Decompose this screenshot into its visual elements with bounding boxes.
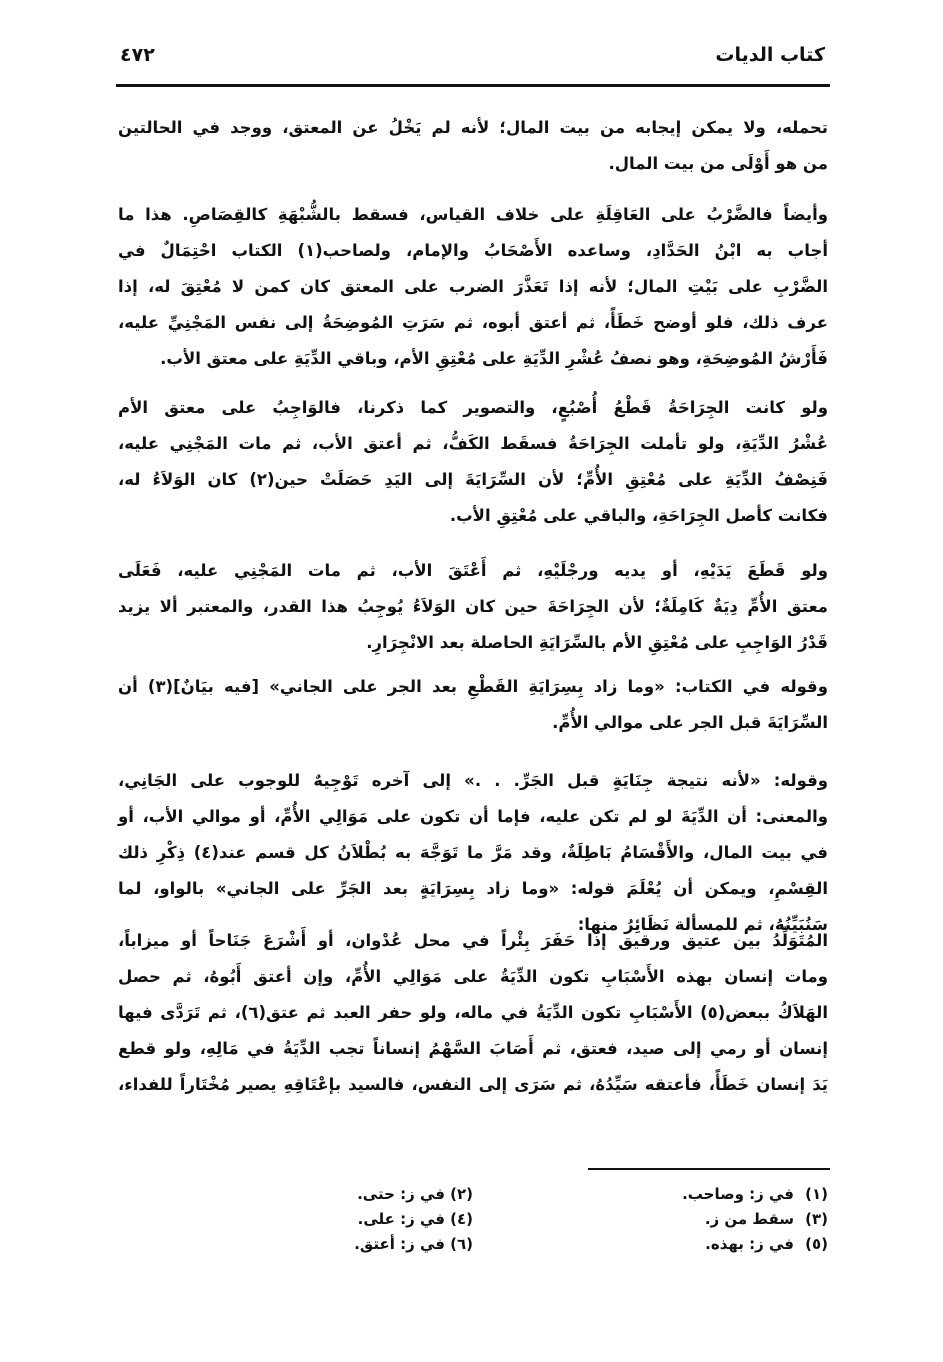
text-line: فكانت كأصل الجِرَاحَةِ، والباقي على مُعْتِقِ الأب.: [449, 506, 828, 525]
text-line: الهَلاَكُ ببعض(٥) الأَسْبَابِ تكون الدِّيَةُ في ماله، ولو حفر العبد ثم عتق(٦)، ثم تَرَدَّى فيها: [118, 1003, 829, 1022]
text-line: فَنِصْفُ الدِّيَةِ على مُعْتِقِ الأُمِّ؛ لأن السِّرَايَةَ إلى اليَدِ حَصَلَتْ حين(٢) كان الوَلاَءُ له،: [118, 470, 828, 489]
footnote-number: (٦): [450, 1235, 473, 1253]
footnote: [357, 1182, 473, 1207]
footnote: [354, 1232, 473, 1257]
text-line: في بيت المال، والأَقْسَامُ بَاطِلَةٌ، وقد مَرَّ ما تَوَجَّهَ به بُطْلاَنُ كل قسم عند(٤) ذِكْرِ ذلك: [118, 843, 828, 862]
text-line: ولو قَطَعَ يَدَيْهِ، أو يديه ورجْلَيْهِ، ثم أَعْتَقَ الأب، ثم مات المَجْنِي عليه، فَعَلَى: [118, 561, 828, 580]
paragraph: [118, 553, 828, 661]
text-line: السِّرَايَةَ قبل الجر على موالي الأُمِّ.: [552, 713, 828, 732]
footnote: [358, 1207, 473, 1232]
text-line: القِسْمِ، ويمكن أن يُعْلَمَ قوله: «وما زاد بِسِرَايَةٍ بعد الجَرِّ على الجاني» بالواو، لما: [118, 879, 828, 898]
footnote-text: في ز: بهذه.: [705, 1235, 794, 1253]
text-line: إنسان أو رمي إلى صيد، فعتق، ثم أَصَابَ السَّهْمُ إنساناً تجب الدِّيَةُ في مَالِهِ، ولو قطع: [118, 1039, 828, 1058]
text-line: من هو أَوْلَى من بيت المال.: [608, 154, 828, 173]
running-title: كتاب الديات: [715, 44, 825, 66]
footnote-number: (٥): [805, 1235, 828, 1253]
paragraph: [118, 110, 828, 182]
footnote-text: في ز: وصاحب.: [682, 1185, 794, 1203]
text-line: ولو كانت الجِرَاحَةُ قَطْعُ أُصْبُعٍ، والتصوير كما ذكرنا، فالوَاجِبُ على معتق الأم: [118, 398, 828, 417]
paragraph: [118, 669, 828, 741]
footnote-number: (٣): [805, 1210, 828, 1228]
text-line: الضَّرْبِ على بَيْتِ المال؛ لأنه إذا تَعَذَّرَ الضرب على المعتق كان كمن لا مُعْتِقَ له، إذا: [118, 277, 828, 296]
paragraph: [118, 763, 828, 943]
footnote-text: في ز: حتى.: [357, 1185, 445, 1203]
text-line: تحمله، ولا يمكن إيجابه من بيت المال؛ لأنه لم يَخْلُ عن المعتق، ووجد في الحالتين: [118, 118, 828, 137]
footnote-text: في ز: على.: [357, 1210, 445, 1228]
text-line: قَدْرُ الوَاجِبِ على مُعْتِقِ الأم بالسِّرَايَةِ الحاصلة بعد الانْجِرَارِ.: [366, 633, 828, 652]
text-line: أجاب به ابْنُ الحَدَّادِ، وساعده الأَصْحَابُ والإمام، ولصاحب(١) الكتاب احْتِمَالٌ في: [118, 241, 828, 260]
text-line: وأيضاً فالضَّرْبُ على العَاقِلَةِ على خلاف القياس، فسقط بالشُّبْهَةِ كالقِصَاصِ. هذا ما: [118, 205, 828, 224]
text-line: معتق الأُمِّ دِيَةٌ كَامِلَةٌ؛ لأن الجِرَاحَةَ حين كان الوَلاَءُ يُوجِبُ هذا القدر، والمعتبر ألا يزيد: [118, 597, 828, 616]
footnote: [682, 1182, 828, 1207]
footnote-text: في ز: أعتق.: [354, 1235, 445, 1253]
text-line: يَدَ إنسان خَطَأً، فأعتقه سَيِّدُهُ، ثم سَرَى إلى النفس، فالسيد بإعْتَاقِهِ يصير مُخْتَاراً للفداء،: [118, 1075, 828, 1094]
footnote: [705, 1207, 828, 1232]
text-line: فَأَرْشُ المُوضِحَةِ، وهو نصفُ عُشْرِ الدِّيَةِ على مُعْتِقِ الأم، وباقي الدِّيَةِ على معتق الأب.: [160, 349, 828, 368]
paragraph: [118, 197, 828, 377]
footnote-number: (١): [805, 1185, 828, 1203]
header-rule: [116, 84, 830, 87]
text-line: وقوله في الكتاب: «وما زاد بِسِرَايَةِ القَطْعِ بعد الجر على الجاني» [فيه بيَانٌ](٣) أن: [118, 677, 828, 696]
text-line: سَنُبَيِّنُهُ، ثم للمسألة نَظَائِرُ منها:: [577, 915, 828, 934]
text-line: والمعنى: أن الدِّيَةَ لو لم تكن عليه، فإما أن تكون على مَوَالِي الأُمِّ، أو موالي الأب، أو: [118, 807, 828, 826]
text-line: المُتَوَلِّدُ بين عتيق ورقيق إذا حَفَرَ بِئْراً في محل عُدْوان، أو أَشْرَعَ جَنَاحاً أو ميزاباً،: [118, 931, 828, 950]
footnote-rule: [588, 1168, 830, 1170]
footnote-text: سقط من ز.: [704, 1210, 794, 1228]
paragraph: [118, 923, 828, 1103]
footnote-number: (٢): [450, 1185, 473, 1203]
text-line: عرف ذلك، فلو أوضح خَطَأً، ثم أعتق أبوه، ثم سَرَتِ المُوضِحَةُ إلى نفس المَجْنِيِّ عليه،: [118, 313, 828, 332]
page-number: ٤٧٢: [120, 44, 155, 66]
text-line: ومات إنسان بهذه الأَسْبَابِ تكون الدِّيَةُ على مَوَالِي الأُمِّ، وإن أعتق أَبُوهُ، ثم حصل: [118, 967, 828, 986]
footnote: [705, 1232, 828, 1257]
paragraph: [118, 390, 828, 534]
footnote-number: (٤): [450, 1210, 473, 1228]
text-line: وقوله: «لأنه نتيجة جِنَايَةٍ قبل الجَرِّ. . .» إلى آخره تَوْجِيهٌ للوجوب على الجَانِي،: [118, 771, 828, 790]
text-line: عُشْرُ الدِّيَةِ، ولو تأملت الجِرَاحَةُ فسقَط الكَفُّ، ثم أعتق الأب، ثم مات المَجْنِي عليه،: [118, 434, 828, 453]
